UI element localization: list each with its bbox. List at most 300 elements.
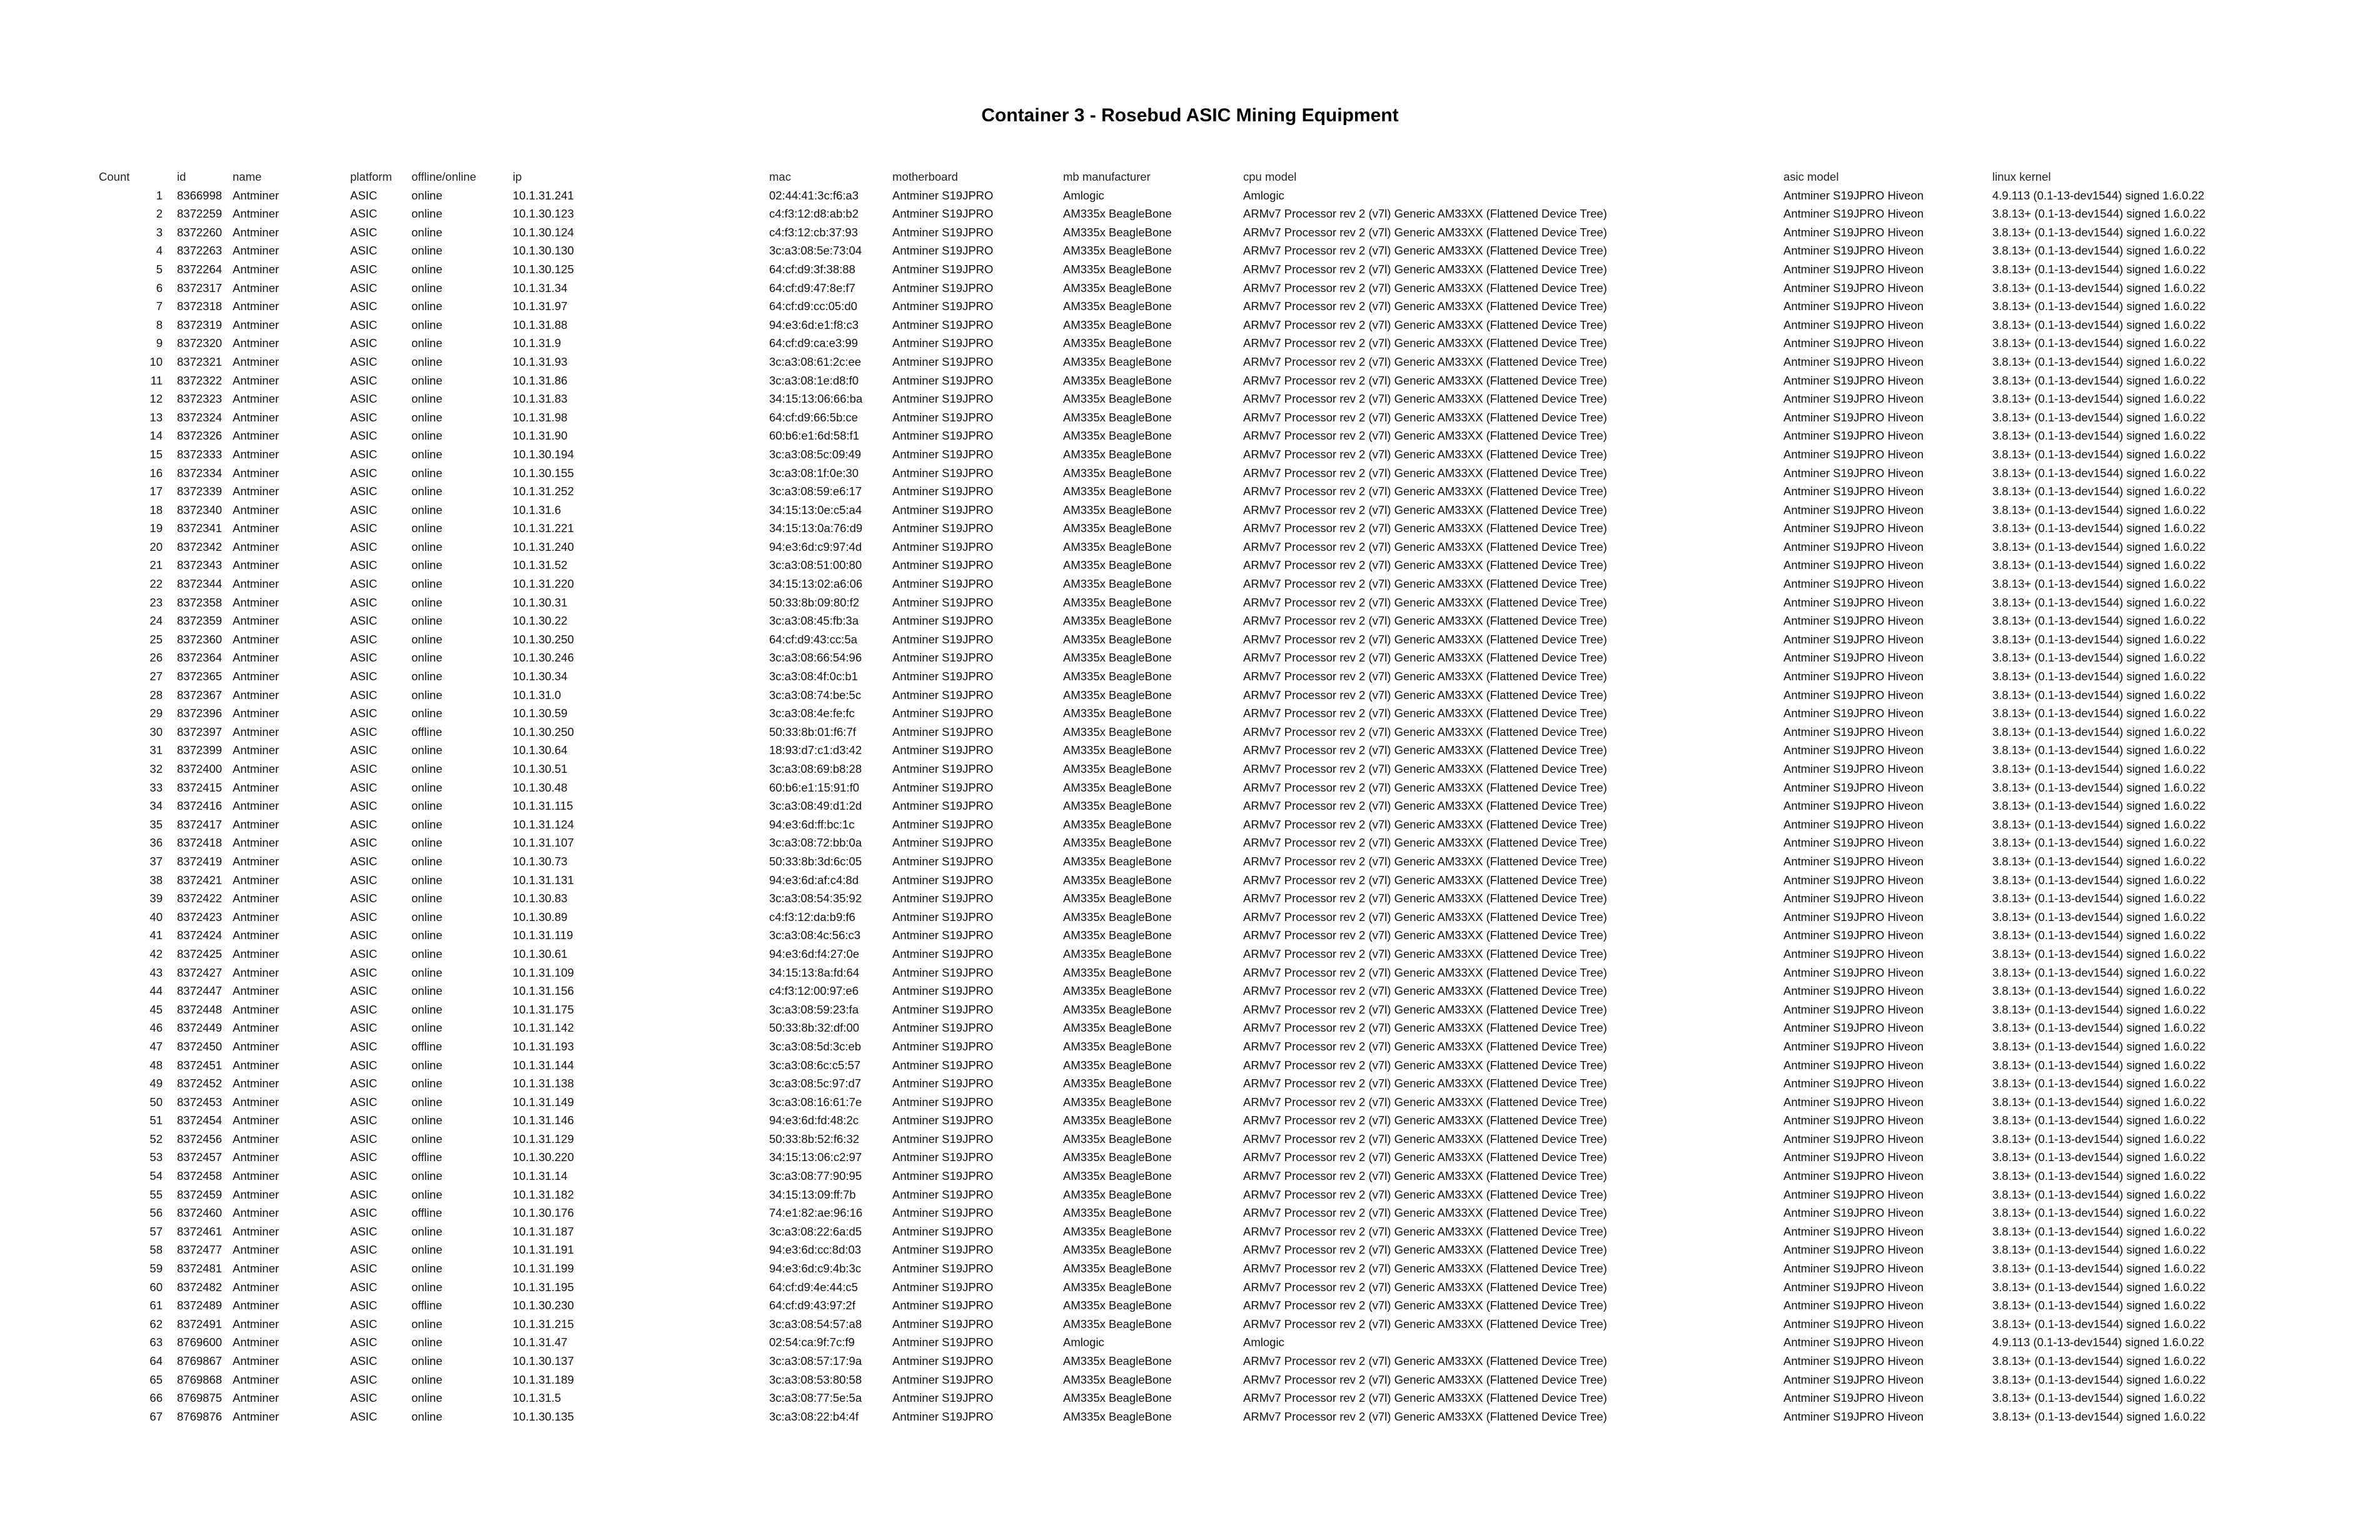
cell-name: Antminer [233,225,280,239]
cell-status: online [411,1114,443,1127]
cell-mb-manufacturer: AM335x BeagleBone [1063,799,1172,813]
cell-count: 39 [149,892,163,905]
cell-asic-model: Antminer S19JPRO Hiveon [1783,947,1924,960]
cell-platform: ASIC [350,984,378,998]
cell-ip: 10.1.31.191 [513,1243,574,1257]
cell-status: online [411,373,443,387]
cell-mb-manufacturer: AM335x BeagleBone [1063,1317,1172,1331]
cell-cpu-model: ARMv7 Processor rev 2 (v7l) Generic AM33XX (Flattened Device Tree) [1243,1224,1607,1238]
cell-ip: 10.1.30.64 [513,743,568,757]
cell-motherboard: Antminer S19JPRO [892,1002,994,1016]
cell-platform: ASIC [350,762,378,775]
cell-name: Antminer [233,503,280,516]
cell-cpu-model: ARMv7 Processor rev 2 (v7l) Generic AM33XX (Flattened Device Tree) [1243,244,1607,258]
cell-ip: 10.1.31.34 [513,281,568,294]
cell-linux-kernel: 3.8.13+ (0.1-13-dev1544) signed 1.6.0.22 [1992,1206,2206,1220]
cell-motherboard: Antminer S19JPRO [892,225,994,239]
table-row [0,1315,2380,1334]
cell-motherboard: Antminer S19JPRO [892,743,994,757]
cell-motherboard: Antminer S19JPRO [892,854,994,868]
cell-mb-manufacturer: AM335x BeagleBone [1063,614,1172,628]
cell-asic-model: Antminer S19JPRO Hiveon [1783,188,1924,202]
cell-mac: 94:e3:6d:af:c4:8d [769,873,859,887]
cell-mac: 64:cf:d9:43:cc:5a [769,632,857,646]
cell-ip: 10.1.31.195 [513,1280,574,1294]
cell-platform: ASIC [350,688,378,702]
table-row [0,630,2380,649]
cell-asic-model: Antminer S19JPRO Hiveon [1783,929,1924,942]
cell-mb-manufacturer: AM335x BeagleBone [1063,762,1172,775]
cell-asic-model: Antminer S19JPRO Hiveon [1783,1039,1924,1053]
cell-linux-kernel: 3.8.13+ (0.1-13-dev1544) signed 1.6.0.22 [1992,1114,2206,1127]
cell-asic-model: Antminer S19JPRO Hiveon [1783,1095,1924,1109]
cell-id: 8372324 [177,410,223,424]
cell-id: 8372450 [177,1039,223,1053]
cell-name: Antminer [233,429,280,443]
cell-cpu-model: ARMv7 Processor rev 2 (v7l) Generic AM33XX (Flattened Device Tree) [1243,1262,1607,1276]
cell-platform: ASIC [350,540,378,553]
cell-motherboard: Antminer S19JPRO [892,780,994,794]
cell-motherboard: Antminer S19JPRO [892,1039,994,1053]
cell-mb-manufacturer: Amlogic [1063,1336,1104,1349]
cell-name: Antminer [233,299,280,313]
cell-cpu-model: ARMv7 Processor rev 2 (v7l) Generic AM33XX (Flattened Device Tree) [1243,262,1607,276]
cell-id: 8372419 [177,854,223,868]
cell-platform: ASIC [350,836,378,850]
cell-status: online [411,1243,443,1257]
table-row [0,1074,2380,1093]
cell-id: 8372263 [177,244,223,258]
cell-name: Antminer [233,651,280,665]
cell-id: 8372358 [177,595,223,609]
cell-motherboard: Antminer S19JPRO [892,725,994,738]
cell-count: 36 [149,836,163,850]
table-row [0,1167,2380,1185]
cell-cpu-model: ARMv7 Processor rev 2 (v7l) Generic AM33XX (Flattened Device Tree) [1243,1354,1607,1367]
cell-cpu-model: ARMv7 Processor rev 2 (v7l) Generic AM33XX (Flattened Device Tree) [1243,614,1607,628]
cell-mac: 3c:a3:08:5c:09:49 [769,447,862,461]
cell-name: Antminer [233,1187,280,1201]
cell-platform: ASIC [350,577,378,591]
cell-cpu-model: ARMv7 Processor rev 2 (v7l) Generic AM33XX (Flattened Device Tree) [1243,207,1607,221]
cell-asic-model: Antminer S19JPRO Hiveon [1783,1206,1924,1220]
cell-platform: ASIC [350,1280,378,1294]
cell-mac: 3c:a3:08:59:e6:17 [769,485,862,498]
cell-motherboard: Antminer S19JPRO [892,1372,994,1386]
cell-cpu-model: ARMv7 Processor rev 2 (v7l) Generic AM33XX (Flattened Device Tree) [1243,1058,1607,1072]
header-id: id [177,170,186,183]
cell-name: Antminer [233,1095,280,1109]
cell-motherboard: Antminer S19JPRO [892,1021,994,1035]
cell-cpu-model: ARMv7 Processor rev 2 (v7l) Generic AM33XX (Flattened Device Tree) [1243,1391,1607,1405]
cell-mb-manufacturer: AM335x BeagleBone [1063,651,1172,665]
cell-motherboard: Antminer S19JPRO [892,1336,994,1349]
cell-mac: 94:e3:6d:ff:bc:1c [769,817,855,831]
cell-count: 61 [149,1299,163,1312]
cell-mac: c4:f3:12:da:b9:f6 [769,910,855,923]
cell-platform: ASIC [350,929,378,942]
cell-linux-kernel: 3.8.13+ (0.1-13-dev1544) signed 1.6.0.22 [1992,207,2206,221]
cell-motherboard: Antminer S19JPRO [892,1150,994,1164]
cell-asic-model: Antminer S19JPRO Hiveon [1783,373,1924,387]
cell-asic-model: Antminer S19JPRO Hiveon [1783,1187,1924,1201]
cell-status: online [411,614,443,628]
cell-mb-manufacturer: AM335x BeagleBone [1063,1280,1172,1294]
cell-name: Antminer [233,392,280,406]
cell-mac: 3c:a3:08:69:b8:28 [769,762,862,775]
cell-platform: ASIC [350,1058,378,1072]
cell-ip: 10.1.30.135 [513,1409,574,1423]
cell-linux-kernel: 3.8.13+ (0.1-13-dev1544) signed 1.6.0.22 [1992,392,2206,406]
cell-mac: 3c:a3:08:53:80:58 [769,1372,862,1386]
cell-linux-kernel: 3.8.13+ (0.1-13-dev1544) signed 1.6.0.22 [1992,540,2206,553]
cell-linux-kernel: 3.8.13+ (0.1-13-dev1544) signed 1.6.0.22 [1992,355,2206,368]
cell-count: 6 [156,281,163,294]
cell-cpu-model: ARMv7 Processor rev 2 (v7l) Generic AM33XX (Flattened Device Tree) [1243,743,1607,757]
table-row [0,741,2380,760]
cell-linux-kernel: 3.8.13+ (0.1-13-dev1544) signed 1.6.0.22 [1992,1354,2206,1367]
table-row [0,334,2380,353]
cell-motherboard: Antminer S19JPRO [892,1169,994,1183]
cell-platform: ASIC [350,1095,378,1109]
cell-platform: ASIC [350,466,378,480]
cell-mac: 3c:a3:08:66:54:96 [769,651,862,665]
cell-linux-kernel: 3.8.13+ (0.1-13-dev1544) signed 1.6.0.22 [1992,836,2206,850]
cell-mac: 34:15:13:06:66:ba [769,392,863,406]
cell-mb-manufacturer: AM335x BeagleBone [1063,632,1172,646]
cell-name: Antminer [233,910,280,923]
cell-motherboard: Antminer S19JPRO [892,1317,994,1331]
header-ip: ip [513,170,522,183]
cell-count: 40 [149,910,163,923]
cell-asic-model: Antminer S19JPRO Hiveon [1783,1058,1924,1072]
cell-cpu-model: ARMv7 Processor rev 2 (v7l) Generic AM33XX (Flattened Device Tree) [1243,1095,1607,1109]
cell-platform: ASIC [350,485,378,498]
cell-asic-model: Antminer S19JPRO Hiveon [1783,540,1924,553]
table-row [0,1389,2380,1407]
cell-ip: 10.1.30.31 [513,595,568,609]
cell-status: online [411,1021,443,1035]
cell-cpu-model: ARMv7 Processor rev 2 (v7l) Generic AM33XX (Flattened Device Tree) [1243,799,1607,813]
cell-linux-kernel: 3.8.13+ (0.1-13-dev1544) signed 1.6.0.22 [1992,651,2206,665]
cell-count: 31 [149,743,163,757]
table-row [0,1000,2380,1019]
table-row [0,426,2380,445]
cell-linux-kernel: 3.8.13+ (0.1-13-dev1544) signed 1.6.0.22 [1992,799,2206,813]
table-row [0,611,2380,630]
cell-asic-model: Antminer S19JPRO Hiveon [1783,707,1924,720]
table-row [0,1241,2380,1259]
cell-count: 8 [156,318,163,331]
cell-id: 8769867 [177,1354,223,1367]
cell-mb-manufacturer: AM335x BeagleBone [1063,836,1172,850]
cell-id: 8372339 [177,485,223,498]
cell-status: online [411,947,443,960]
cell-motherboard: Antminer S19JPRO [892,447,994,461]
cell-mac: 94:e3:6d:fd:48:2c [769,1114,859,1127]
cell-count: 5 [156,262,163,276]
cell-mb-manufacturer: AM335x BeagleBone [1063,743,1172,757]
cell-linux-kernel: 3.8.13+ (0.1-13-dev1544) signed 1.6.0.22 [1992,429,2206,443]
cell-linux-kernel: 3.8.13+ (0.1-13-dev1544) signed 1.6.0.22 [1992,521,2206,535]
cell-asic-model: Antminer S19JPRO Hiveon [1783,651,1924,665]
cell-mb-manufacturer: AM335x BeagleBone [1063,521,1172,535]
cell-status: online [411,447,443,461]
cell-status: online [411,1224,443,1238]
cell-name: Antminer [233,1262,280,1276]
cell-cpu-model: ARMv7 Processor rev 2 (v7l) Generic AM33XX (Flattened Device Tree) [1243,355,1607,368]
cell-ip: 10.1.31.0 [513,688,562,702]
cell-asic-model: Antminer S19JPRO Hiveon [1783,614,1924,628]
cell-linux-kernel: 3.8.13+ (0.1-13-dev1544) signed 1.6.0.22 [1992,984,2206,998]
cell-motherboard: Antminer S19JPRO [892,540,994,553]
table-row [0,871,2380,890]
cell-cpu-model: ARMv7 Processor rev 2 (v7l) Generic AM33XX (Flattened Device Tree) [1243,410,1607,424]
table-row [0,833,2380,852]
table-row [0,1352,2380,1371]
cell-linux-kernel: 3.8.13+ (0.1-13-dev1544) signed 1.6.0.22 [1992,1372,2206,1386]
table-row [0,519,2380,538]
cell-ip: 10.1.30.230 [513,1299,574,1312]
cell-cpu-model: ARMv7 Processor rev 2 (v7l) Generic AM33XX (Flattened Device Tree) [1243,466,1607,480]
cell-asic-model: Antminer S19JPRO Hiveon [1783,1114,1924,1127]
cell-id: 8769876 [177,1409,223,1423]
cell-asic-model: Antminer S19JPRO Hiveon [1783,336,1924,350]
cell-asic-model: Antminer S19JPRO Hiveon [1783,1317,1924,1331]
cell-mac: 3c:a3:08:4f:0c:b1 [769,670,858,683]
cell-status: online [411,299,443,313]
cell-motherboard: Antminer S19JPRO [892,688,994,702]
cell-motherboard: Antminer S19JPRO [892,1114,994,1127]
cell-asic-model: Antminer S19JPRO Hiveon [1783,281,1924,294]
cell-name: Antminer [233,373,280,387]
cell-asic-model: Antminer S19JPRO Hiveon [1783,1077,1924,1090]
cell-name: Antminer [233,965,280,979]
cell-id: 8372400 [177,762,223,775]
cell-count: 45 [149,1002,163,1016]
cell-motherboard: Antminer S19JPRO [892,651,994,665]
cell-motherboard: Antminer S19JPRO [892,355,994,368]
cell-mb-manufacturer: AM335x BeagleBone [1063,1224,1172,1238]
cell-name: Antminer [233,688,280,702]
cell-id: 8372447 [177,984,223,998]
cell-ip: 10.1.30.48 [513,780,568,794]
cell-asic-model: Antminer S19JPRO Hiveon [1783,632,1924,646]
cell-name: Antminer [233,521,280,535]
cell-id: 8372458 [177,1169,223,1183]
cell-status: online [411,799,443,813]
cell-linux-kernel: 3.8.13+ (0.1-13-dev1544) signed 1.6.0.22 [1992,1317,2206,1331]
cell-mac: 64:cf:d9:43:97:2f [769,1299,855,1312]
cell-ip: 10.1.31.240 [513,540,574,553]
cell-name: Antminer [233,873,280,887]
cell-mb-manufacturer: AM335x BeagleBone [1063,1409,1172,1423]
cell-ip: 10.1.31.182 [513,1187,574,1201]
cell-linux-kernel: 3.8.13+ (0.1-13-dev1544) signed 1.6.0.22 [1992,485,2206,498]
cell-cpu-model: ARMv7 Processor rev 2 (v7l) Generic AM33XX (Flattened Device Tree) [1243,632,1607,646]
cell-count: 28 [149,688,163,702]
cell-status: online [411,1187,443,1201]
cell-motherboard: Antminer S19JPRO [892,799,994,813]
cell-id: 8372359 [177,614,223,628]
cell-linux-kernel: 3.8.13+ (0.1-13-dev1544) signed 1.6.0.22 [1992,854,2206,868]
cell-id: 8372456 [177,1132,223,1145]
cell-ip: 10.1.31.52 [513,558,568,572]
cell-mac: 3c:a3:08:77:5e:5a [769,1391,862,1405]
cell-platform: ASIC [350,743,378,757]
cell-motherboard: Antminer S19JPRO [892,262,994,276]
cell-platform: ASIC [350,262,378,276]
cell-cpu-model: ARMv7 Processor rev 2 (v7l) Generic AM33XX (Flattened Device Tree) [1243,1132,1607,1145]
cell-linux-kernel: 3.8.13+ (0.1-13-dev1544) signed 1.6.0.22 [1992,336,2206,350]
cell-id: 8372424 [177,929,223,942]
cell-mb-manufacturer: AM335x BeagleBone [1063,854,1172,868]
cell-mb-manufacturer: AM335x BeagleBone [1063,485,1172,498]
cell-ip: 10.1.30.176 [513,1206,574,1220]
cell-asic-model: Antminer S19JPRO Hiveon [1783,447,1924,461]
cell-platform: ASIC [350,1354,378,1367]
cell-name: Antminer [233,1280,280,1294]
cell-ip: 10.1.30.89 [513,910,568,923]
cell-id: 8372360 [177,632,223,646]
cell-ip: 10.1.31.107 [513,836,574,850]
cell-motherboard: Antminer S19JPRO [892,632,994,646]
cell-mb-manufacturer: AM335x BeagleBone [1063,1391,1172,1405]
cell-platform: ASIC [350,799,378,813]
cell-name: Antminer [233,318,280,331]
cell-platform: ASIC [350,1021,378,1035]
cell-count: 10 [149,355,163,368]
cell-mb-manufacturer: AM335x BeagleBone [1063,373,1172,387]
header-platform: platform [350,170,392,183]
cell-count: 30 [149,725,163,738]
cell-name: Antminer [233,947,280,960]
cell-name: Antminer [233,1409,280,1423]
cell-status: online [411,1077,443,1090]
cell-mb-manufacturer: AM335x BeagleBone [1063,817,1172,831]
cell-mb-manufacturer: AM335x BeagleBone [1063,429,1172,443]
cell-name: Antminer [233,485,280,498]
cell-mb-manufacturer: AM335x BeagleBone [1063,466,1172,480]
cell-ip: 10.1.30.125 [513,262,574,276]
header-motherboard: motherboard [892,170,958,183]
table-row [0,1185,2380,1204]
cell-asic-model: Antminer S19JPRO Hiveon [1783,485,1924,498]
cell-status: online [411,965,443,979]
cell-motherboard: Antminer S19JPRO [892,910,994,923]
cell-count: 22 [149,577,163,591]
cell-motherboard: Antminer S19JPRO [892,299,994,313]
cell-platform: ASIC [350,392,378,406]
table-row [0,1148,2380,1167]
table-row [0,241,2380,260]
cell-motherboard: Antminer S19JPRO [892,670,994,683]
cell-id: 8372417 [177,817,223,831]
cell-mb-manufacturer: AM335x BeagleBone [1063,1077,1172,1090]
cell-mac: 94:e3:6d:c9:4b:3c [769,1262,862,1276]
table-row [0,1371,2380,1389]
table-row [0,464,2380,483]
cell-mac: 3c:a3:08:1e:d8:f0 [769,373,859,387]
cell-motherboard: Antminer S19JPRO [892,965,994,979]
cell-asic-model: Antminer S19JPRO Hiveon [1783,503,1924,516]
cell-cpu-model: ARMv7 Processor rev 2 (v7l) Generic AM33XX (Flattened Device Tree) [1243,892,1607,905]
cell-asic-model: Antminer S19JPRO Hiveon [1783,595,1924,609]
cell-mac: 02:54:ca:9f:7c:f9 [769,1336,855,1349]
cell-platform: ASIC [350,1409,378,1423]
cell-cpu-model: ARMv7 Processor rev 2 (v7l) Generic AM33XX (Flattened Device Tree) [1243,558,1607,572]
cell-linux-kernel: 3.8.13+ (0.1-13-dev1544) signed 1.6.0.22 [1992,670,2206,683]
table-row [0,1056,2380,1075]
cell-platform: ASIC [350,1243,378,1257]
table-row [0,852,2380,871]
cell-status: online [411,244,443,258]
cell-mb-manufacturer: AM335x BeagleBone [1063,503,1172,516]
cell-count: 44 [149,984,163,998]
cell-platform: ASIC [350,318,378,331]
cell-motherboard: Antminer S19JPRO [892,429,994,443]
cell-name: Antminer [233,817,280,831]
cell-count: 64 [149,1354,163,1367]
table-row [0,297,2380,316]
cell-ip: 10.1.30.250 [513,725,574,738]
cell-status: online [411,392,443,406]
cell-mb-manufacturer: AM335x BeagleBone [1063,1039,1172,1053]
cell-motherboard: Antminer S19JPRO [892,281,994,294]
cell-mac: 34:15:13:02:a6:06 [769,577,863,591]
header-status: offline/online [411,170,477,183]
cell-id: 8372399 [177,743,223,757]
cell-status: online [411,743,443,757]
cell-mb-manufacturer: AM335x BeagleBone [1063,1169,1172,1183]
cell-ip: 10.1.30.123 [513,207,574,221]
cell-ip: 10.1.31.138 [513,1077,574,1090]
cell-mac: 3c:a3:08:54:35:92 [769,892,862,905]
cell-cpu-model: ARMv7 Processor rev 2 (v7l) Generic AM33XX (Flattened Device Tree) [1243,817,1607,831]
cell-motherboard: Antminer S19JPRO [892,595,994,609]
cell-asic-model: Antminer S19JPRO Hiveon [1783,262,1924,276]
cell-count: 35 [149,817,163,831]
cell-mac: 3c:a3:08:51:00:80 [769,558,862,572]
cell-platform: ASIC [350,1002,378,1016]
cell-ip: 10.1.31.109 [513,965,574,979]
cell-status: offline [411,1299,443,1312]
cell-count: 21 [149,558,163,572]
cell-cpu-model: ARMv7 Processor rev 2 (v7l) Generic AM33XX (Flattened Device Tree) [1243,595,1607,609]
cell-count: 18 [149,503,163,516]
cell-id: 8372396 [177,707,223,720]
cell-count: 17 [149,485,163,498]
cell-cpu-model: ARMv7 Processor rev 2 (v7l) Generic AM33XX (Flattened Device Tree) [1243,965,1607,979]
cell-platform: ASIC [350,614,378,628]
cell-ip: 10.1.31.156 [513,984,574,998]
cell-motherboard: Antminer S19JPRO [892,929,994,942]
cell-status: online [411,688,443,702]
cell-mb-manufacturer: AM335x BeagleBone [1063,318,1172,331]
cell-name: Antminer [233,1002,280,1016]
cell-platform: ASIC [350,854,378,868]
cell-mb-manufacturer: AM335x BeagleBone [1063,410,1172,424]
cell-motherboard: Antminer S19JPRO [892,521,994,535]
cell-id: 8372264 [177,262,223,276]
cell-asic-model: Antminer S19JPRO Hiveon [1783,410,1924,424]
header-cpu-model: cpu model [1243,170,1297,183]
cell-mac: 64:cf:d9:66:5b:ce [769,410,858,424]
cell-status: online [411,780,443,794]
cell-mac: 34:15:13:0a:76:d9 [769,521,863,535]
header-asic-model: asic model [1783,170,1839,183]
cell-platform: ASIC [350,410,378,424]
